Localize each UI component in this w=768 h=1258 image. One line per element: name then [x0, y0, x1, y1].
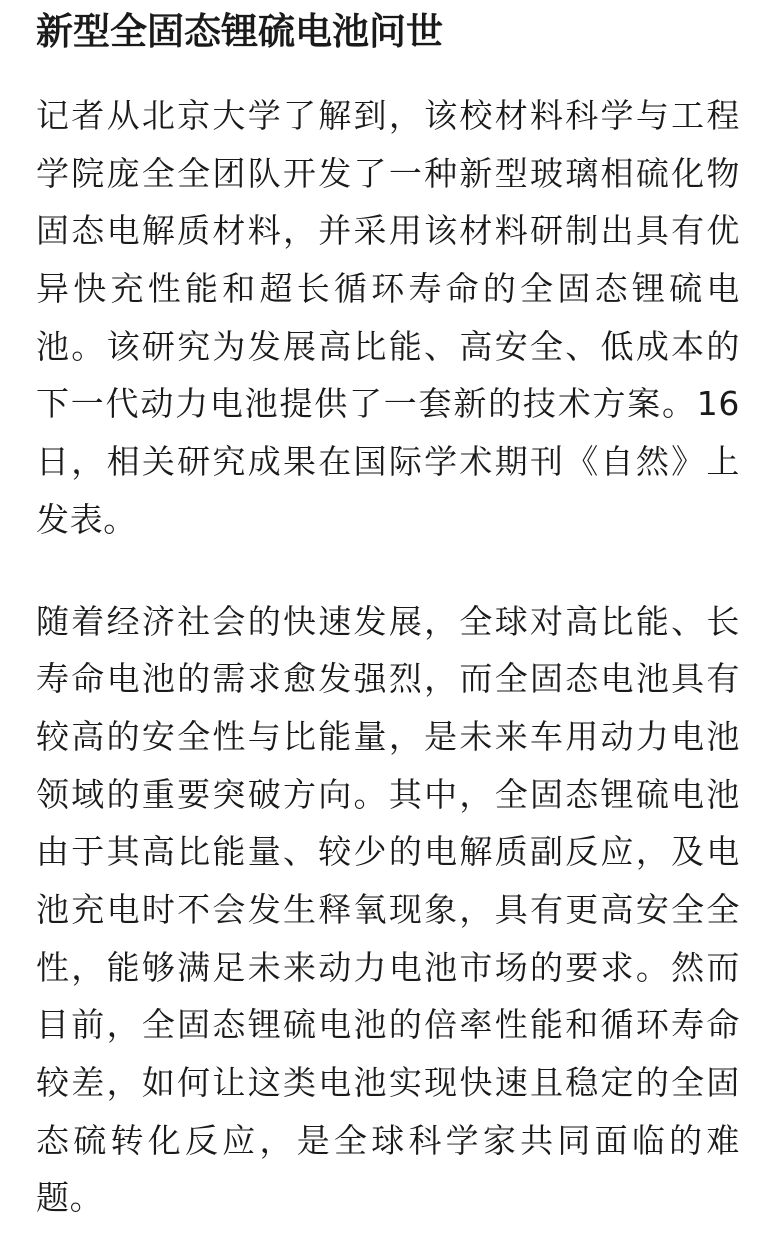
paragraph-line: 池。该研究为发展高比能、高安全、低成本的	[36, 326, 740, 366]
article-paragraph	[36, 87, 740, 549]
paragraph-line: 由于其高比能量、较少的电解质副反应，及电	[36, 832, 740, 872]
paragraph-line: 池充电时不会发生释氧现象，具有更高安全全	[36, 889, 740, 929]
paragraph-line: 目前，全固态锂硫电池的倍率性能和循环寿命	[36, 1005, 740, 1045]
paragraph-line: 下一代动力电池提供了一套新的技术方案。16	[36, 384, 740, 424]
article	[36, 0, 740, 1227]
paragraph-line: 记者从北京大学了解到，该校材料科学与工程	[36, 96, 740, 135]
paragraph-line: 学院庞全全团队开发了一种新型玻璃相硫化物	[36, 153, 740, 193]
article-title: 新型全固态锂硫电池问世	[36, 10, 443, 53]
paragraph-line: 日，相关研究成果在国际学术期刊《自然》上	[36, 442, 740, 482]
paragraph-line: 发表。	[36, 499, 137, 539]
paragraph-line: 固态电解质材料，并采用该材料研制出具有优	[36, 211, 740, 251]
paragraph-line: 较高的安全性与比能量，是未来车用动力电池	[36, 716, 740, 756]
paragraph-line: 异快充性能和超长循环寿命的全固态锂硫电	[36, 269, 740, 309]
paragraph-line: 较差，如何让这类电池实现快速且稳定的全固	[36, 1063, 740, 1102]
paragraph-line: 题。	[36, 1178, 104, 1218]
paragraph-line: 随着经济社会的快速发展，全球对高比能、长	[36, 601, 740, 641]
paragraph-line: 态硫转化反应，是全球科学家共同面临的难	[36, 1120, 740, 1160]
paragraph-line: 领域的重要突破方向。其中，全固态锂硫电池	[36, 774, 740, 814]
article-paragraph	[36, 593, 740, 1228]
paragraph-line: 寿命电池的需求愈发强烈，而全固态电池具有	[36, 659, 740, 699]
paragraph-line: 性，能够满足未来动力电池市场的要求。然而	[36, 947, 740, 987]
